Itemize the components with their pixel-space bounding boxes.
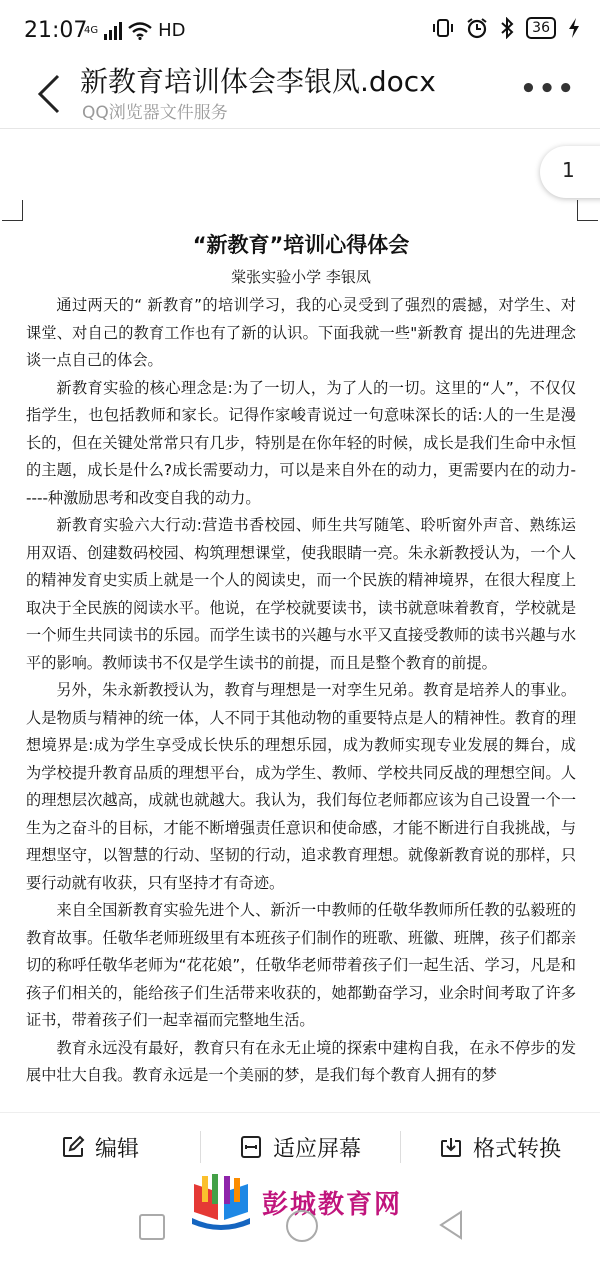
back-button[interactable]	[28, 66, 68, 118]
edit-icon	[61, 1135, 85, 1159]
wifi-icon	[128, 22, 152, 40]
network-type: 4G	[84, 24, 99, 36]
format-convert-button[interactable]	[400, 1113, 600, 1181]
paragraph: 新教育实验的核心理念是:为了一切人，为了人的一切。这里的“人”，不仅仅指学生，也包括教师和家长。记得作家峻青说过一句意味深长的话:人的一生是漫长的，但在关键处常常只有几步，特别是在你年轻的时候，成长是我们生命中永恒的主题，成长是什么?成长需要动力，可以是来自外在的动力，更需要内在的动力-----种激励思考和改变自我的动力。	[26, 378, 576, 507]
alarm-icon	[466, 17, 488, 39]
document-author: 棠张实验小学 李银凤	[231, 268, 371, 286]
paragraph: 来自全国新教育实验先进个人、新沂一中教师的任敬华教师所任教的弘毅班的教育故事。任敬华老师班级里有本班孩子们制作的班歌、班徽、班牌，孩子们都亲切的称呼任敬华老师为“花花娘”，任敬华老师带着孩子们一起生活、学习，凡是和孩子们相关的，能给孩子们生活带来收获的，她都勤奋学习，业余时间考取了许多证书，带着孩子们一起幸福而完整地生活。	[26, 901, 576, 1029]
document-source: QQ浏览器文件服务	[82, 103, 228, 123]
format-convert-label: 格式转换	[472, 1136, 561, 1162]
recent-apps-button[interactable]	[139, 1214, 165, 1240]
convert-icon	[439, 1135, 463, 1159]
back-arrow-icon	[28, 66, 68, 118]
edit-button[interactable]	[0, 1113, 200, 1181]
page-indicator	[540, 146, 600, 198]
fit-screen-label: 适应屏幕	[272, 1136, 361, 1162]
document-heading: “新教育”培训心得体会	[192, 233, 410, 257]
paragraph: 教育永远没有最好，教育只有在永无止境的探索中建构自我，在永不停步的发展中壮大自我。教育永远是一个美丽的梦，是我们每个教育人拥有的梦	[26, 1038, 576, 1084]
document-title: 新教育培训体会李银凤.docx	[80, 65, 436, 98]
paragraph: 另外，朱永新教授认为，教育与理想是一对孪生兄弟。教育是培养人的事业。人是物质与精神的统一体，人不同于其他动物的重要特点是人的精神性。教育的理想境界是:成为学生享受成长快乐的理想乐园，成为教师实现专业发展的舞台，成为学校提升教育品质的理想平台，成为学生、教师、学校共同反战的理想空间。人的理想层次越高，成就也就越大。我认为，我们每位老师都应该为自己设置一个一生为之奋斗的目标，才能不断增强责任意识和使命感，才能不断进行自我挑战，与理想坚守，以智慧的行动、坚韧的行动，追求教育理想。就像新教育说的那样，只要行动就有收获，只有坚持才有奇迹。	[26, 681, 576, 892]
document-page[interactable]	[26, 226, 576, 1090]
edit-label: 编辑	[94, 1136, 139, 1162]
page-number: 1	[562, 158, 575, 182]
signal-icon	[104, 22, 122, 40]
bluetooth-icon	[500, 17, 514, 39]
paragraph: 通过两天的“ 新教育”的培训学习，我的心灵受到了强烈的震撼，对学生、对课堂、对自己的教育工作也有了新的认识。下面我就一些"新教育 提出的先进理念谈一点自己的体会。	[26, 296, 576, 369]
paragraph: 新教育实验六大行动:营造书香校园、师生共写随笔、聆听窗外声音、熟练运用双语、创建数码校园、构筑理想课堂，使我眼睛一亮。朱永新教授认为，一个人的精神发育史实质上就是一个人的阅读史，而一个民族的精神境界，在很大程度上取决于全民族的阅读水平。他说，在学校就要读书，读书就意味着教育，学校就是一个师生共同读书的乐园。而学生读书的兴趣与水平又直接受教师的读书兴趣与水平的影响。教师读书不仅是学生读书的前提，而且是整个教育的前提。	[26, 516, 576, 672]
nav-back-button[interactable]	[437, 1210, 465, 1240]
watermark-text: 彭城教育网	[262, 1189, 403, 1220]
vibrate-icon	[432, 18, 454, 38]
crop-mark-left	[2, 200, 23, 221]
home-button[interactable]	[286, 1210, 318, 1242]
more-options-button[interactable]: •••	[520, 74, 576, 104]
charging-icon	[568, 18, 580, 38]
crop-mark-right	[577, 200, 598, 221]
hd-label: HD	[158, 20, 186, 41]
bottom-toolbar	[0, 1112, 600, 1181]
title-bar	[0, 58, 600, 129]
fit-screen-icon	[239, 1135, 263, 1159]
status-bar	[0, 0, 600, 58]
battery-icon: 36	[526, 17, 556, 39]
system-nav-bar	[0, 1196, 600, 1266]
status-time: 21:07	[24, 18, 88, 43]
fit-screen-button[interactable]	[200, 1113, 400, 1181]
